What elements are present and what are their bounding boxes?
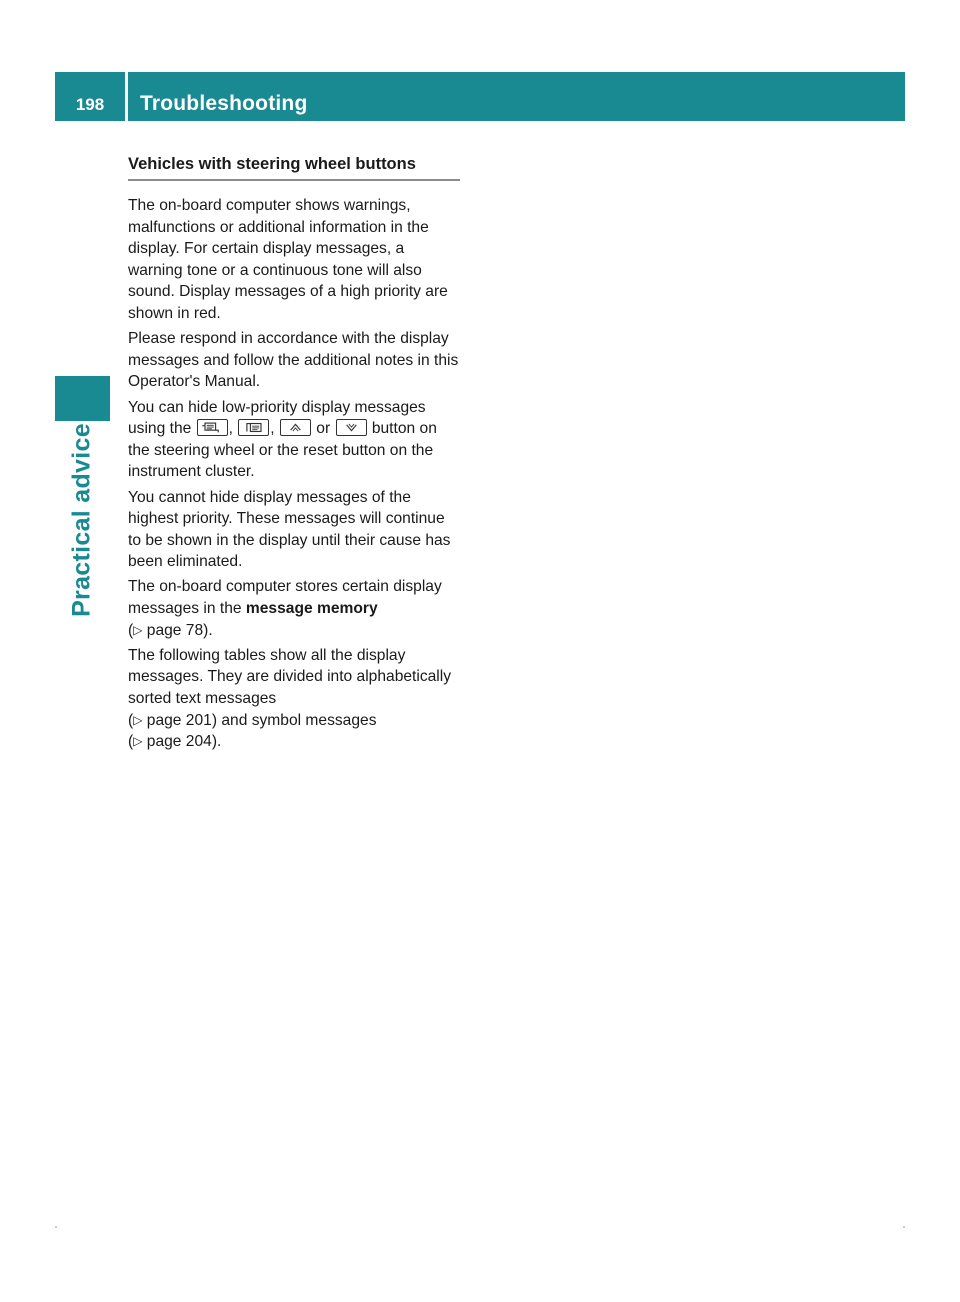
display-forward-icon xyxy=(238,419,269,436)
text-segment: or xyxy=(311,420,335,438)
footer-mark-right xyxy=(903,1226,905,1228)
paragraph-intro: The on-board computer shows warnings, malfunctions or additional information in the display. For certain display messages, a warning tone or a continuous tone will also sound. Display messages of a high priority are shown in red. xyxy=(128,197,448,322)
paragraph-respond: Please respond in accordance with the display messages and follow the additional notes in this Operator's Manual. xyxy=(128,330,459,391)
message-memory-term: message memory xyxy=(245,600,378,618)
text-segment: , xyxy=(228,420,238,438)
section-heading: Vehicles with steering wheel buttons xyxy=(128,150,460,181)
side-tab-marker xyxy=(55,376,110,421)
page-ref-arrow-icon: ▷ xyxy=(133,734,143,749)
text-segment: button on the steering wheel or the reset button on the instrument cluster. xyxy=(128,420,437,481)
page-ref-arrow-icon: ▷ xyxy=(133,712,143,727)
page-ref-arrow-icon: ▷ xyxy=(133,622,143,637)
main-content xyxy=(128,150,460,753)
paragraph-highest-priority: You cannot hide display messages of the highest priority. These messages will continue to be shown in the display until their cause has been eliminated. xyxy=(128,488,451,571)
display-back-icon xyxy=(197,419,228,436)
page-reference-78[interactable]: page 78). xyxy=(146,621,213,639)
page-reference-201[interactable]: page 201) and symbol messages xyxy=(146,711,377,729)
page-number: 198 xyxy=(75,95,105,114)
text-segment: , xyxy=(270,420,279,438)
arrow-up-icon xyxy=(280,419,311,436)
footer-mark-left xyxy=(55,1226,57,1228)
paragraph-message-memory: The on-board computer stores certain display messages in the message memory (▷ page 78). xyxy=(128,578,442,639)
text-segment: The following tables show all the display messages. They are divided into alphabetically sorted text messages xyxy=(128,646,452,708)
paragraph-hide-messages xyxy=(128,397,460,483)
text-segment: The on-board computer stores certain display messages in the xyxy=(128,578,442,618)
paragraph-tables: The following tables show all the display messages. They are divided into alphabetically sorted text messages (▷ page 201) and symbol messages (▷ page 204). xyxy=(128,646,452,751)
page-reference-204[interactable]: page 204). xyxy=(146,733,222,751)
header-divider xyxy=(125,72,128,121)
section-side-label: Practical advice xyxy=(67,423,96,617)
arrow-down-icon xyxy=(336,419,367,436)
chapter-title: Troubleshooting xyxy=(140,92,308,115)
text-segment: You can hide low-priority display messages using the xyxy=(128,398,426,438)
